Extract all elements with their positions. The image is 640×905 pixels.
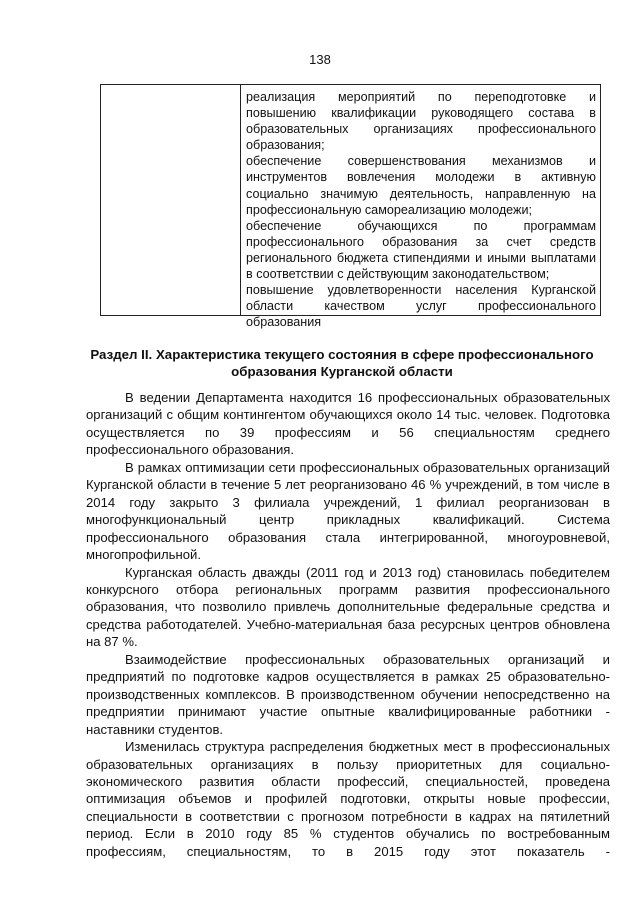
paragraph: В ведении Департамента находится 16 профессиональных образовательных организаций с общим контингентом обучающихся около 14 тыс. человек. Подготовка осуществляется по 39 профессиям и 56 специальностям среднего профессионального образования. bbox=[86, 390, 610, 458]
goals-table bbox=[100, 84, 601, 330]
table-line: образования; bbox=[246, 138, 325, 153]
table-line: регионального бюджета стипендиями и иными выплатами bbox=[246, 250, 596, 265]
table-right-cell bbox=[246, 89, 596, 330]
paragraph: Изменилась структура распределения бюджетных мест в профессиональных образовательных организациях в пользу приоритетных для социально-экономического развития области профессий, специальностей, проведена оптимизация объемов и профилей подготовки, открыты новые профессии, специальности в соответствии с прогнозом потребности в кадрах на пятилетний период. Если в 2010 году 85 % студентов обучались по востребованным профессиям, специальностям, то в 2015 году этот показатель - bbox=[86, 739, 610, 859]
table-line: области качеством услуг профессионального bbox=[246, 299, 596, 314]
table-column-divider bbox=[240, 85, 241, 315]
paragraph: Курганская область дважды (2011 год и 2013 год) становилась победителем конкурсного отбора региональных программ развития профессионального образования, что позволило привлечь дополнительные федеральные средства и средства работодателей. Учебно-материальная база ресурсных центров обновлена на 87 %. bbox=[86, 564, 610, 650]
table-line: образовательных организациях профессионального bbox=[246, 122, 596, 137]
table-line: обеспечение совершенствования механизмов и bbox=[246, 154, 596, 169]
table-line: образования bbox=[246, 315, 322, 330]
table-line: обеспечение обучающихся по программам bbox=[246, 218, 596, 233]
table-line: инструментов вовлечения молодежи в активную bbox=[246, 170, 596, 185]
table-line: повышению квалификации руководящего состава в bbox=[246, 106, 596, 121]
table-line: реализация мероприятий по переподготовке и bbox=[246, 90, 596, 104]
table-line: профессиональную самореализацию молодежи; bbox=[246, 202, 532, 217]
section-heading bbox=[76, 346, 608, 380]
table-line: повышение удовлетворенности населения Курганской bbox=[246, 283, 596, 298]
body-text bbox=[86, 389, 610, 860]
page-number: 138 bbox=[309, 52, 331, 67]
section-heading-line: образования Курганской области bbox=[231, 364, 453, 379]
table-line: социально значимую деятельность, направленную на bbox=[246, 186, 596, 201]
section-heading-line: Раздел II. Характеристика текущего состояния в сфере профессионального bbox=[90, 347, 594, 362]
table-line: в соответствии с действующим законодательством; bbox=[246, 267, 550, 282]
table-line: профессионального образования за счет средств bbox=[246, 234, 596, 249]
paragraph: В рамках оптимизации сети профессиональных образовательных организаций Курганской области в течение 5 лет реорганизовано 46 % учреждений, в том числе в 2014 году закрыто 3 филиала учреждений, 1 филиал реорганизован в многофункциональный центр прикладных квалификаций. Система профессионального образования стала интегрированной, многоуровневой, многопрофильной. bbox=[86, 459, 610, 563]
paragraph: Взаимодействие профессиональных образовательных организаций и предприятий по подготовке кадров осуществляется в рамках 25 образовательно-производственных комплексов. В производственном обучении непосредственно на предприятии принимают участие опытные квалифицированные работники - наставники студентов. bbox=[86, 651, 610, 737]
